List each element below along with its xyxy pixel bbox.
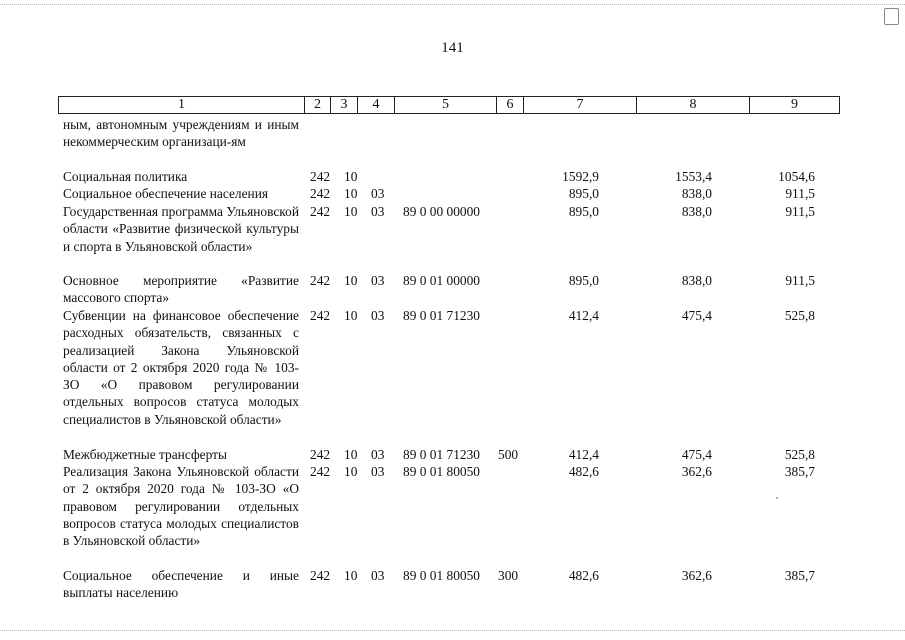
row-value-col8: 362,6: [681, 464, 712, 479]
row-name: ным, автономным учреждениям и иным некоммерческим организаци-ям: [63, 117, 299, 150]
row-value-col9: 525,8: [784, 308, 815, 323]
row-value-col7: 895,0: [568, 204, 599, 219]
scan-edge-bottom: [0, 630, 905, 631]
row-value-col7: 1592,9: [562, 169, 599, 184]
row-name: Реализация Закона Ульяновской области от 2 октября 2020 года № 103-ЗО «О правовом регулировании отдельных вопросов статуса молодых специалистов в Ульяновской области»: [63, 464, 299, 549]
row-admin-code: 242: [310, 464, 331, 479]
row-value-col8: 1553,4: [675, 169, 712, 184]
row-subsection: 03: [371, 447, 385, 462]
row-value-col8: 475,4: [681, 447, 712, 462]
row-value-col8: 838,0: [681, 204, 712, 219]
row-admin-code: 242: [310, 568, 331, 583]
row-value-col7: 895,0: [568, 186, 599, 201]
row-name: Межбюджетные трансферты: [63, 447, 227, 462]
header-col-7: 7: [524, 97, 637, 113]
row-value-col7: 895,0: [568, 273, 599, 288]
row-section: 10: [344, 464, 358, 479]
row-target-code: 89 0 01 80050: [403, 568, 480, 583]
row-admin-code: 242: [310, 186, 331, 201]
row-target-code: 89 0 00 00000: [403, 204, 480, 219]
scan-corner-mark: [884, 8, 899, 25]
row-admin-code: 242: [310, 447, 331, 462]
header-col-5: 5: [395, 97, 497, 113]
row-subsection: 03: [371, 464, 385, 479]
header-col-9: 9: [791, 97, 798, 112]
row-value-col8: 838,0: [681, 273, 712, 288]
row-expense-type: 500: [498, 447, 519, 462]
header-col-6: 6: [497, 97, 524, 113]
row-subsection: 03: [371, 568, 385, 583]
row-value-col9: 911,5: [785, 273, 815, 288]
row-value-col9: 385,7: [784, 464, 815, 479]
row-name: Социальное обеспечение и иные выплаты населению: [63, 568, 299, 601]
row-admin-code: 242: [310, 169, 331, 184]
table-header-row: [58, 96, 840, 114]
row-section: 10: [344, 568, 358, 583]
row-admin-code: 242: [310, 273, 331, 288]
page-number: 141: [441, 40, 464, 56]
row-target-code: 89 0 01 00000: [403, 273, 480, 288]
row-section: 10: [344, 204, 358, 219]
row-name: Социальное обеспечение населения: [63, 186, 269, 201]
scan-edge-top: [0, 4, 905, 5]
row-subsection: 03: [371, 186, 385, 201]
header-col-2: 2: [305, 97, 331, 113]
row-section: 10: [344, 273, 358, 288]
row-value-col9: 1054,6: [778, 169, 815, 184]
row-value-col9: 525,8: [784, 447, 815, 462]
row-subsection: 03: [371, 308, 385, 323]
row-value-col8: 838,0: [681, 186, 712, 201]
row-value-col7: 482,6: [568, 464, 599, 479]
row-value-col9: 911,5: [785, 186, 815, 201]
row-value-col7: 482,6: [568, 568, 599, 583]
row-value-col9: 911,5: [785, 204, 815, 219]
row-section: 10: [344, 186, 358, 201]
header-col-8: 8: [637, 97, 750, 113]
row-name: Субвенции на финансовое обеспечение расходных обязательств, связанных с реализацией Закона Ульяновской области от 2 октября 2020 года № 103-ЗО «О правовом регулировании отдельных вопросов статуса молодых специалистов в Ульяновской области»: [63, 308, 299, 427]
row-section: 10: [344, 308, 358, 323]
header-col-4: 4: [358, 97, 395, 113]
row-name: Основное мероприятие «Развитие массового спорта»: [63, 273, 299, 306]
row-target-code: 89 0 01 71230: [403, 308, 480, 323]
row-admin-code: 242: [310, 204, 331, 219]
row-value-col8: 362,6: [681, 568, 712, 583]
row-subsection: 03: [371, 273, 385, 288]
header-col-1: 1: [59, 97, 305, 113]
row-name: Государственная программа Ульяновской области «Развитие физической культуры и спорта в Ульяновской области»: [63, 204, 299, 254]
row-target-code: 89 0 01 71230: [403, 447, 480, 462]
row-admin-code: 242: [310, 308, 331, 323]
row-target-code: 89 0 01 80050: [403, 464, 480, 479]
row-expense-type: 300: [498, 568, 519, 583]
scan-speck: [776, 497, 778, 499]
row-value-col7: 412,4: [568, 308, 599, 323]
row-value-col8: 475,4: [681, 308, 712, 323]
row-value-col7: 412,4: [568, 447, 599, 462]
row-subsection: 03: [371, 204, 385, 219]
row-value-col9: 385,7: [784, 568, 815, 583]
row-section: 10: [344, 447, 358, 462]
row-name: Социальная политика: [63, 169, 188, 184]
row-section: 10: [344, 169, 358, 184]
header-col-3: 3: [331, 97, 358, 113]
